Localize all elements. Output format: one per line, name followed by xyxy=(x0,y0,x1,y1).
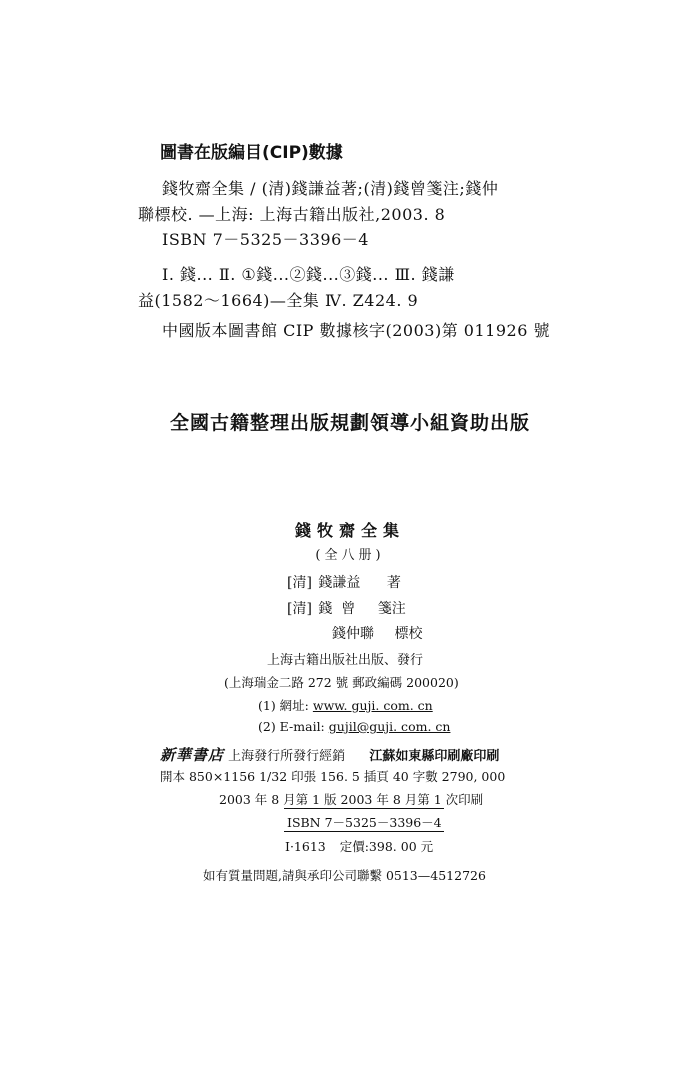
credit-name: 錢 曾 xyxy=(318,601,356,617)
credit-annotator xyxy=(287,598,406,618)
sponsor-statement: 全國古籍整理出版規劃領導小組資助出版 xyxy=(169,412,530,434)
book-title: 錢牧齋全集 xyxy=(294,521,405,540)
publisher-website xyxy=(258,696,433,714)
publisher-email xyxy=(258,719,450,734)
volume-count: (全八册) xyxy=(315,548,385,563)
cip-isbn: ISBN 7－5325－3396－4 xyxy=(162,230,369,249)
cip-title: 圖書在版編目(CIP)數據 xyxy=(160,143,343,163)
catalog-number: Ⅰ·1613 xyxy=(285,839,326,854)
edition-info: 2003 年 8 月第 1 版 2003 年 8 月第 1 次印刷 xyxy=(219,792,484,807)
credit-author xyxy=(287,572,401,592)
cip-line-2: 聯標校. —上海: 上海古籍出版社,2003. 8 xyxy=(138,205,446,224)
xinhua-bookstore-logo: 新華書店 xyxy=(160,746,225,764)
credit-role: 著 xyxy=(386,575,401,591)
cip-classification-2: 益(1582～1664)—全集 Ⅳ. Z424. 9 xyxy=(138,291,419,310)
cip-number: 中國版本圖書館 CIP 數據核字(2003)第 011926 號 xyxy=(162,321,550,340)
cip-line-1: 錢牧齋全集 / (清)錢謙益著;(清)錢曾箋注;錢仲 xyxy=(162,179,499,198)
colophon-isbn: ISBN 7－5325－3396－4 xyxy=(287,815,442,830)
price-line xyxy=(285,837,433,855)
email-link[interactable]: gujil@guji. com. cn xyxy=(328,719,451,734)
website-link[interactable]: www. guji. com. cn xyxy=(312,698,433,713)
credit-name: 錢謙益 xyxy=(318,575,361,591)
publisher-address: (上海瑞金二路 272 號 郵政編碼 200020) xyxy=(224,675,459,690)
credit-name: 錢仲聯 xyxy=(332,626,374,642)
credit-role: 箋注 xyxy=(377,601,406,617)
printer: 江蘇如東縣印刷廠印刷 xyxy=(369,749,500,764)
credit-editor xyxy=(332,623,422,643)
credit-role: 標校 xyxy=(394,626,423,642)
format-specs: 開本 850×1156 1/32 印張 156. 5 插頁 40 字數 2790, 000 xyxy=(160,769,506,784)
credit-dynasty: [清] xyxy=(287,601,312,617)
credit-dynasty: [清] xyxy=(287,575,312,591)
publisher-name: 上海古籍出版社出版、發行 xyxy=(267,653,424,668)
website-label: (1) 網址: xyxy=(258,698,309,713)
price: 定價:398. 00 元 xyxy=(339,839,434,854)
distribution-line xyxy=(160,744,499,765)
divider-top xyxy=(284,808,444,809)
divider-bottom xyxy=(284,831,444,832)
cip-classification-1: Ⅰ. 錢... Ⅱ. ①錢...②錢...③錢... Ⅲ. 錢謙 xyxy=(162,265,455,284)
email-label: (2) E-mail: xyxy=(258,719,325,734)
distributor: 上海發行所發行經銷 xyxy=(228,749,346,764)
quality-note: 如有質量問題,請與承印公司聯繫 0513—4512726 xyxy=(203,868,486,883)
